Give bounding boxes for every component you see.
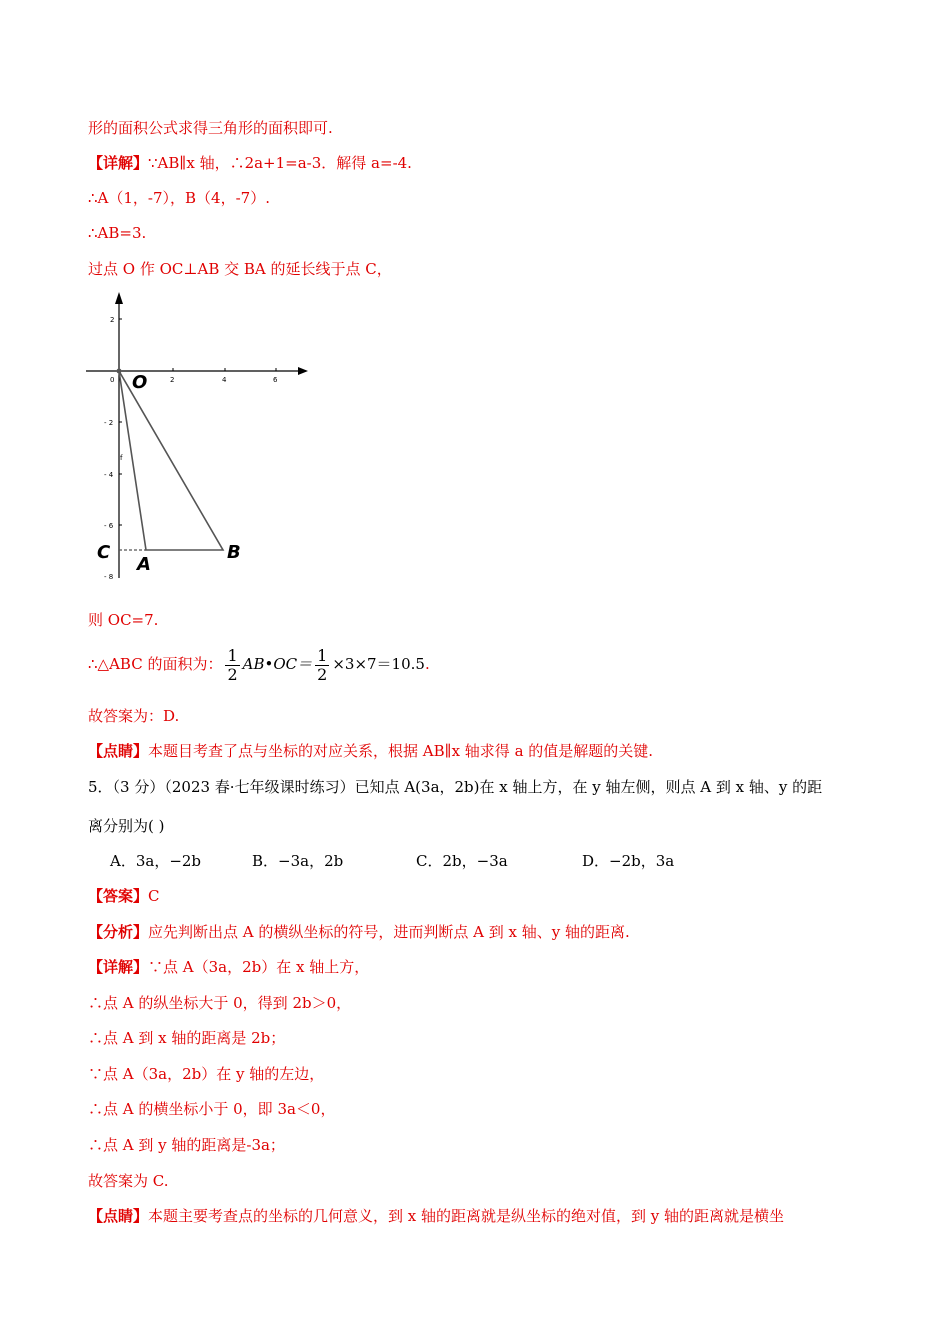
formula-end: . — [424, 655, 430, 673]
text-line — [88, 741, 653, 761]
analysis-text: 应先判断出点 A 的横纵坐标的符号，进而判断点 A 到 x 轴、y 轴的距离. — [148, 923, 630, 941]
detail-text: ∵点 A（3a，2b）在 x 轴上方， — [148, 958, 370, 976]
tip-line — [88, 1206, 784, 1226]
f-label: f — [120, 454, 123, 462]
text-line: 故答案为：D. — [88, 707, 180, 725]
detail-tag: 【详解】 — [88, 154, 149, 172]
answer-tag: 【答案】 — [88, 887, 149, 905]
y-axis-arrow — [115, 292, 123, 304]
detail-text: ∵AB∥x 轴，∴2a+1=a-3．解得 a=-4. — [148, 154, 412, 172]
x-tick-label: 6 — [273, 376, 278, 384]
triangle-oab — [119, 371, 223, 550]
x-tick-label: 2 — [170, 376, 175, 384]
x-axis-arrow — [298, 367, 308, 375]
y-tick-label: - 2 — [104, 419, 114, 427]
answer-text: C — [148, 887, 160, 905]
question-line: 离分别为( ) — [88, 817, 165, 835]
question-line: 5．（3 分）（2023 春·七年级课时练习）已知点 A(3a，2b)在 x 轴上方，在 y 轴左侧，则点 A 到 x 轴、y 的距 — [88, 778, 823, 796]
tip-tag: 【点睛】 — [88, 1207, 149, 1225]
y-tick-label: - 6 — [104, 522, 114, 530]
x-tick-label: 4 — [222, 376, 227, 384]
y-tick-label: - 4 — [104, 471, 114, 479]
analysis-line — [88, 922, 630, 942]
point-c-label: C — [97, 542, 111, 563]
text-line: ∵点 A（3a，2b）在 y 轴的左边， — [88, 1065, 325, 1083]
y-tick-label: 0 — [110, 376, 115, 384]
y-tick-label: 2 — [110, 316, 115, 324]
text-line: 过点 O 作 OC⊥AB 交 BA 的延长线于点 C， — [88, 260, 392, 278]
formula-line — [88, 645, 430, 684]
option-c: C．2b，−3a — [416, 852, 508, 870]
text-line: ∴点 A 的横坐标小于 0，即 3a＜0， — [88, 1100, 336, 1118]
option-d: D．−2b，3a — [582, 852, 675, 870]
text-line: ∴AB=3. — [88, 224, 147, 242]
y-tick-label: - 8 — [104, 573, 114, 581]
text-line: ∴点 A 的纵坐标大于 0，得到 2b＞0， — [88, 994, 352, 1012]
analysis-tag: 【分析】 — [88, 923, 149, 941]
option-a: A．3a，−2b — [110, 852, 202, 870]
text-line: 形的面积公式求得三角形的面积即可. — [88, 119, 333, 137]
option-b: B．−3a，2b — [252, 852, 344, 870]
text-line: ∴点 A 到 x 轴的距离是 2b； — [88, 1029, 286, 1047]
coordinate-figure — [84, 288, 324, 588]
point-b-label: B — [227, 542, 241, 563]
text-line: 故答案为 C. — [88, 1172, 169, 1190]
tip-text: 本题目考查了点与坐标的对应关系，根据 AB∥x 轴求得 a 的值是解题的关键. — [148, 742, 654, 760]
detail-tag: 【详解】 — [88, 958, 149, 976]
text-line — [88, 153, 412, 173]
point-o-label: O — [132, 372, 148, 393]
text-line: 则 OC=7. — [88, 611, 159, 629]
formula: $\frac{1}{2}$ AB•OC＝ $\frac{1}{2}$ ×3×7＝10.5 — [227, 645, 425, 684]
formula-prefix: ∴△ABC 的面积为： — [88, 655, 223, 673]
text-line: ∴点 A 到 y 轴的距离是-3a； — [88, 1136, 285, 1154]
detail-line — [88, 957, 369, 977]
text-line: ∴A（1，-7），B（4，-7）. — [88, 189, 270, 207]
point-a-label: A — [137, 554, 151, 575]
tip-text: 本题主要考查点的坐标的几何意义，到 x 轴的距离就是纵坐标的绝对值，到 y 轴的距离就是横坐 — [148, 1207, 785, 1225]
tip-tag: 【点睛】 — [88, 742, 149, 760]
answer-line — [88, 886, 160, 906]
